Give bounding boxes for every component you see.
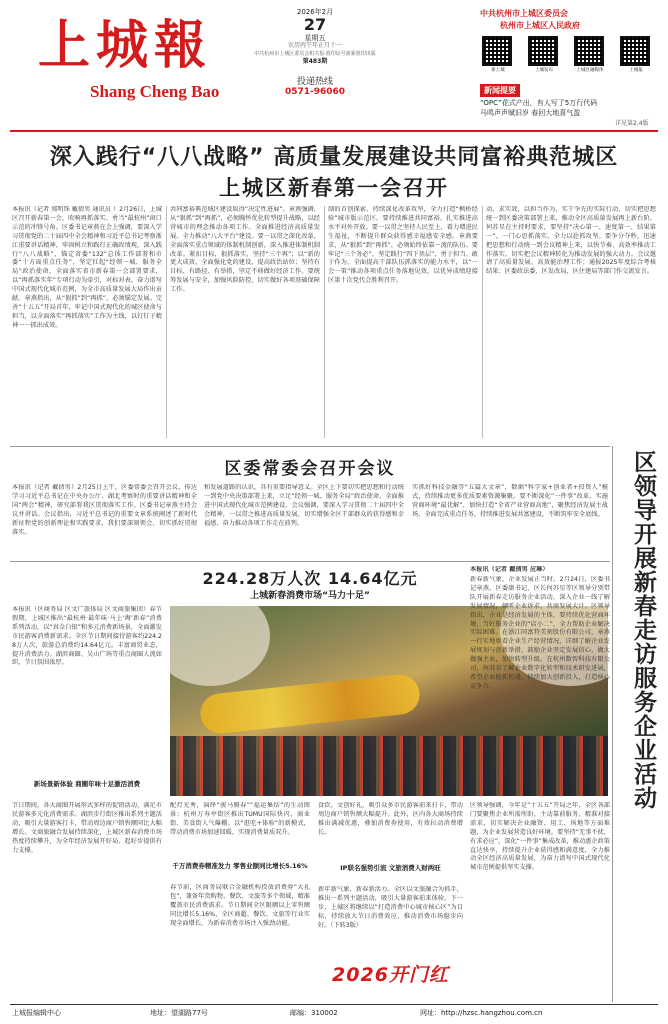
consumption-col-2b: 春节前，区商务局联合金融机构投放消费券“大礼包”，兼备年货购物、餐饮、文旅等多个领域，精准覆盖市民消费需求。节日期间全区限额以上零售额同比增长5.16%，全区商超、餐饮、文旅等行业实现全面增长，为新春消费市场注入强劲动能。	[170, 884, 310, 927]
consumption-headline: 224.28万人次 14.64亿元	[202, 569, 418, 588]
footer-address: 地址：望湖路77号	[150, 1009, 208, 1017]
lead-col-2: 共同富裕典范城区建设取得“决定性进展”。章燕强调，从“狠抓”到“再抓”，必须胸怀优化转型提升战略，以经营城市的理念推动各项工作。全面推进经济高质量发展。全力推动“八大平台”建设。要一以贯之深化改革，全面落实重点领域的体制机制创新，深入推进体制机制改革。紧扣目标，狠抓落实，坚持“三个再”；以“新的更大成效。全面强化党的建设，提高政治站位；坚持有目标、有路径、有举措，坚定不移做好经济工作。要统筹发展与安全，加强风险防控，切实做好各项基础保障工作。	[170, 206, 320, 294]
lead-col-4: 动、求实效，以担当作为、实干争先的实际行动，切实把思想统一到区委决策部署上来，推动全区高质量发展再上新台阶。何苏星在主持时要求，要坚持“决心第一、速度第一、结果第一”，一门心思抓落实、全力以赴抓攻坚。要争分夺秒，迅速把思想和行动统一到会议精神上来，以快节奏、高效率推动工作落实。切实把会议精神转化为推动发展的强大动力。会议邀请了高质量发展、高效能治理工作；通报2025年度综合考核结果；区委政法委、区发改局、区住建局等部门作交流发言。	[486, 206, 656, 276]
standing-col-2: 和发展道路的认识，具有重要指导意义。全区上下要切实把思想和行动统一到党中央决策部署上来，立足“经领一城、服务全局”政治使命，全面推进中国式现代化城市范例建设。会议强调，要深入学习贯彻二十届四中全会精神，一以贯之推进高质量发展，切实增强全区干部群众的获得感和幸福感，奋力推动各项工作走在前列。	[204, 484, 404, 527]
party-committee-label: 中共杭州市上城区委员会	[480, 9, 568, 18]
date-lunar: 农历丙午年正月十一	[287, 42, 342, 49]
footer-editor: 上城报编辑中心	[12, 1009, 61, 1017]
standing-col-1: 本报讯（记者 戴倩男）2月25日上午，区委常委会召开会议，传达学习习近平总书记在中央办公厅、湖北考察时的重要讲话精神和全国“两会”精神，研究部署我区贯彻落实工作。区委书记章燕主持会议并讲话。会议指出，习近平总书记的重要文章系统阐述了新时代新征程党的创新理论和实践要求，我们要深刻领会、切实抓好贯彻落实。	[12, 484, 197, 536]
standing-col-3: 实抓好科技金融等“五篇大文章”，数据“科学家+创业者+投资人”模式，持续推动更多优质要素资源集聚。要不断深化“一件事”改革，实施营商环境“最优解”，加快打造“全省产业营商高地”，聚焦经济发展主战场，全面完成重点任务，持续推进发展共富建设，不断筑牢安全底线。	[412, 484, 608, 518]
sidebar-byline: 本报讯（记者 戴倩男 应琳）	[470, 566, 549, 573]
lead-col-1: 本报讯（记者 郑明珠 戴倩男 通讯员 ）2月26日，上城区召开新春第一会，吹响再抓落实、勇当“最杭州”窗口示范的冲锋号角。区委书记章燕在会上强调，要深入学习贯彻党的二十届四中全会精神和习近平总书记考察浙江重要讲话精神，牢固树立和践行正确政绩观，深入践行“八八战略”，锚定省委“132”总体工作部署和市委“十方面重点任务”，坚定扛起“经领一城、服务全局”政治使命，全面落实省市新春第一会部署要求，以“再抓落实年”专项行动为牵引，对标对表，奋力谱写中国式现代化城市范例，为全市高质量发展大局作出贡献。章燕指出，从“狠抓”到“再抓”，必须锚定发展。完善“十五五”开局首年，牢记中国式现代化的城区使命与担当，以全面落实“再抓落实”工作为主线，以钉钉子精神一一抓出成效。	[12, 206, 162, 329]
news-brief-label: 新闻提要	[480, 84, 520, 97]
kaimenhong-banner: 2026开门红	[332, 964, 449, 986]
hotline-number: 0571-96060	[284, 87, 346, 97]
news-brief-item-2[interactable]: 马鸣声声赋旧岁 春回大地喜气盈	[480, 109, 581, 117]
consumption-col1-subhead: 新场景新体验 商圈年味十足激活消费	[33, 780, 141, 788]
lead-headline-1: 深入践行“八八战略” 高质量发展建设共同富裕典范城区	[49, 145, 619, 170]
sidebar-col-2: 区领导强调，今年是“十五五”开局之年，全区各部门要聚焦企业所需所盼，主动靠前服务，精准对接需求，切实解决企业融资、用工、场地等方面难题，为企业发展营造良好环境。要坚持“无事不扰、有求必应”，深化“一件事”集成改革，推动惠企政策直达快享，持续提升企业获得感和满意度，全力推动全区经济高质量发展，为奋力谱写中国式现代化城市范例提供坚实支撑。	[470, 802, 610, 872]
consumption-col3-subhead: IP联名强势引流 文旅消费人财两旺	[340, 864, 441, 872]
qr-label-2: 上城发布	[535, 68, 553, 73]
government-label: 杭州市上城区人民政府	[500, 21, 580, 30]
date-day: 27	[303, 15, 327, 34]
qr-label-4: 上城报	[629, 68, 643, 73]
masthead-rule	[10, 130, 658, 132]
consumption-col-3b: 新年新气象，新春新活力。全区以文旅融合为抓手，推出一系列主题活动，吸引大量游客前来体验。下一步，上城区将继续以“打造消费中心城市核心区”为目标，持续放大节日消费效应，推动消费市场稳步向好。（下转3版）	[318, 886, 463, 929]
issue-date	[250, 8, 380, 97]
footer-website[interactable]: 网址：http://hzsc.hangzhou.com.cn	[420, 1009, 543, 1017]
lead-headline-2: 上城区新春第一会召开	[219, 176, 449, 200]
standing-committee-headline: 区委常委会召开会议	[224, 459, 396, 479]
consumption-subhead: 上城新春消费市场“马力十足”	[250, 591, 370, 601]
issue-number: 第483期	[302, 58, 328, 65]
qr-code-2[interactable]	[528, 36, 558, 66]
qr-label-3: 上城区融媒体	[576, 68, 604, 73]
masthead	[10, 6, 658, 126]
date-year-month: 2026年2月	[296, 8, 334, 16]
qr-group	[480, 36, 658, 76]
date-weekday: 星期五	[304, 34, 326, 42]
consumption-col2-subhead: 千万消费券精准发力 零售业额同比增长5.16%	[172, 862, 308, 870]
footer-postcode: 邮编：310002	[290, 1009, 338, 1017]
lead-col-3: 制的首创探索、持续深化改革攻坚，全力打造“枫桥经验”城市版示范区。要持续推进共同富裕、扎实推进高水平对外开放。要一以贯之坚持人民至上，着力增进民生福祉，不断提升群众获得感幸福感安全感。章燕要求，从“狠抓”到“再抓”，必须始终依靠一流的队伍。要牢记“三个务必”，坚定践行“四下基层”，勇于担当、敢于作为，全面提高干部队伍抓落实的能力水平，以“一会一策”推动各项重点任务落地见效，以优异成绩迎接区第十次党代会胜利召开。	[328, 206, 478, 285]
consumption-col-3: 食饮、文创好礼，吸引众多市民游客前来打卡，带动周边商户销售额大幅提升。此外，区内各大商场持续推出满减优惠，叠加消费券使用，有效拉动消费增长。	[318, 802, 463, 836]
qr-label-1: 新上城	[491, 68, 505, 73]
consumption-col-2: 配灯光秀，演绎“骏马腾春”“福运集结”的生动图景；杭州万寿亭街区推出TUMU国际快闪，商业街、美食街人气爆棚。以“逛吃+体验”的新模式，带动消费市场加速回暖，实现消费量质双升。	[170, 802, 310, 836]
consumption-col-1b: 节日期间，各大商圈开展形式多样的促销活动，满足市民游客多元化消费需求。湖滨步行街区推出系列主题活动，吸引大量游客打卡，带动周边商户销售额同比大幅增长。文商旅融合发展持续深化，上城区新春消费市场热度持续攀升，为全年经济发展开好局、起好步提供有力支撑。	[12, 802, 162, 854]
qr-code-1[interactable]	[482, 36, 512, 66]
publisher-line: 中共杭州市上城区委员会机关报·准印证号浙新准印出版	[254, 51, 376, 57]
sidebar-headline: 区领导开展新春走访服务企业活动	[630, 450, 656, 810]
qr-code-3[interactable]	[574, 36, 604, 66]
news-brief-item-1[interactable]: “OPC”花式产出，有人写了5万行代码	[480, 99, 598, 107]
news-brief-page: 详见第2,4版	[615, 120, 649, 127]
hotline-label: 投递热线	[296, 77, 333, 87]
newspaper-logo: 上城報	[38, 15, 213, 76]
qr-code-4[interactable]	[620, 36, 650, 66]
consumption-col-1: 本报讯（区商务局 区文广旅体局 区文商旅集团）春节假期，上城区推出“最杭州·最年味·马上‘淘’新春”消费系列活动，以“真金白银”和多元消费新场景，全面激发市民游客消费新需求。全区节日期间接待游客约224.28万人次，旅游总消费约14.64亿元。丰富商贸业态，提升消费活力。湖滨商圈、吴山广场等重点商圈人流如织，节日氛围浓厚。	[12, 606, 162, 667]
logo-pinyin: Shang Cheng Bao	[90, 82, 220, 101]
sidebar-col-1: 新春新气象，企业发展正当时。2月24日，区委书记章燕，区委副书记、区长何苏星等区领导分别带队开展新春走访服务企业活动，深入企业一线了解发展情况，倾听企业诉求，共商发展大计。区领导指出，企业是经济发展的主体，要持续优化营商环境，当好服务企业的“店小二”，全力帮助企业解决实际困难。在浙江同富特美刻股份有限公司，章燕一行实地察看企业生产经营情况，详细了解企业发展规划与创新举措，鼓励企业坚定发展信心，做大做强主业，加快转型升级。在杭州数智科技有限公司，何苏星了解企业数字化转型和技术研发进展，希望企业抢抓机遇，持续加大创新投入，打造核心竞争力。	[470, 576, 610, 690]
